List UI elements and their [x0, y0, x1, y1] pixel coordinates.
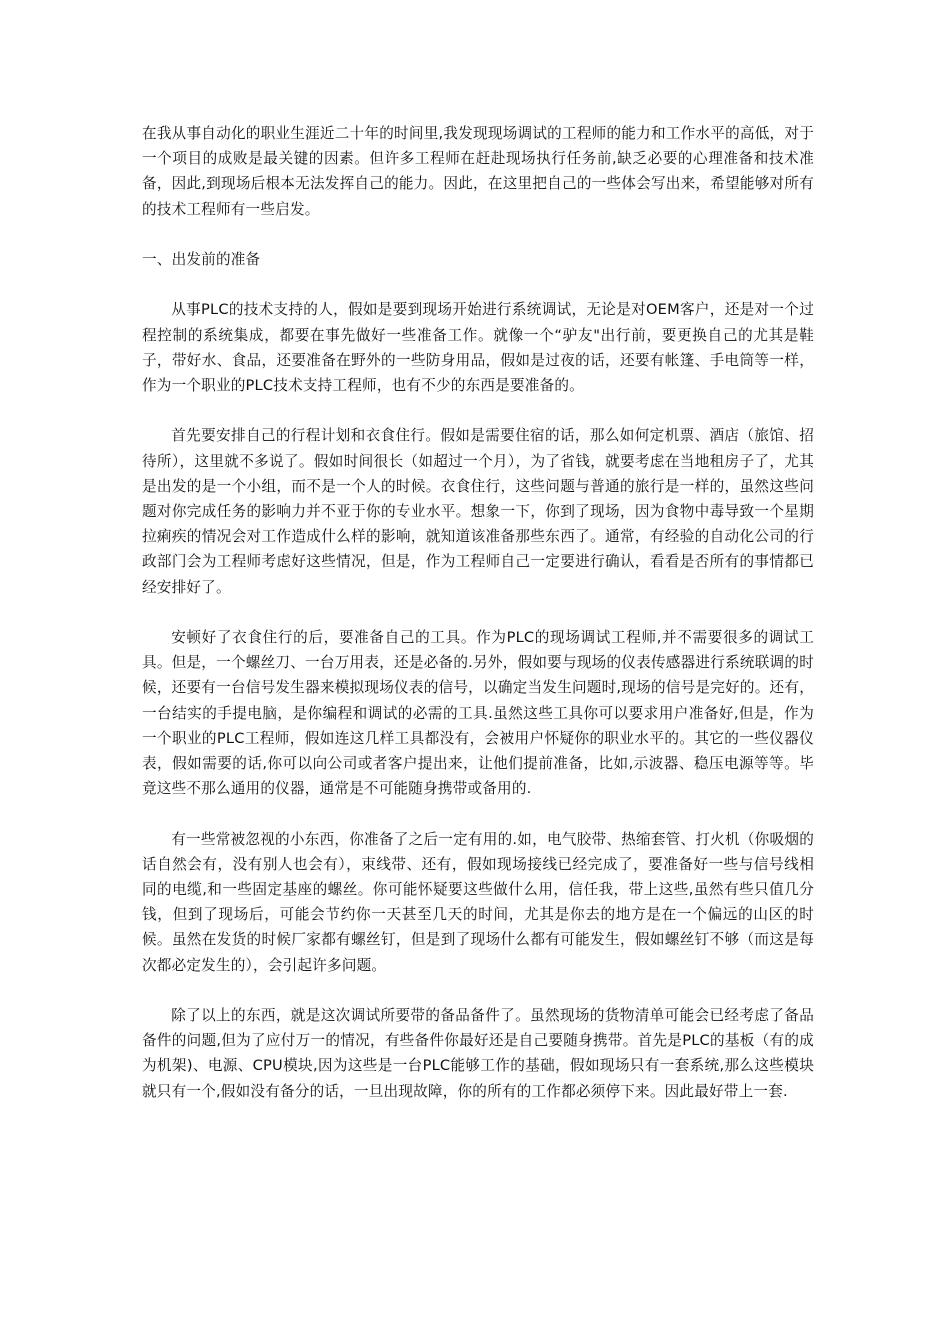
body-paragraph: 从事PLC的技术支持的人，假如是要到现场开始进行系统调试，无论是对OEM客户，还是对一个过程控制的系统集成，都要在事先做好一些准备工作。就像一个“驴友"出行前，要更换自己的尤其是鞋子，带好水、食品，还要准备在野外的一些防身用品，假如是过夜的话，还要有帐篷、手电筒等一样，作为一个职业的PLC技术支持工程师，也有不少的东西是要准备的。 [142, 301, 814, 394]
body-paragraph: 除了以上的东西，就是这次调试所要带的备品备件了。虽然现场的货物清单可能会已经考虑了备品备件的问题,但为了应付万一的情况，有些备件你最好还是自己要随身携带。首先是PLC的基板（有的成为机架)、电源、CPU模块,因为这些是一台PLC能够工作的基础，假如现场只有一套系统,那么这些模块就只有一个,假如没有备分的话，一旦出现故障，你的所有的工作都必须停下来。因此最好带上一套. [142, 1007, 814, 1100]
body-paragraph: 首先要安排自己的行程计划和衣食住行。假如是需要住宿的话，那么如何定机票、酒店（旅馆、招待所），这里就不多说了。假如时间很长（如超过一个月），为了省钱，就要考虑在当地租房子了，尤其是出发的是一个小组，而不是一个人的时候。衣食住行，这些问题与普通的旅行是一样的，虽然这些问题对你完成任务的影响力并不亚于你的专业水平。想象一下，你到了现场，因为食物中毒导致一个星期拉痢疾的情况会对工作造成什么样的影响，就知道该准备那些东西了。通常，有经验的自动化公司的行政部门会为工程师考虑好这些情况，但是，作为工程师自己一定要进行确认，看看是否所有的事情都已经安排好了。 [142, 427, 814, 596]
article-body [142, 121, 814, 1129]
section-heading: 一、出发前的准备 [142, 251, 261, 268]
body-paragraph: 有一些常被忽视的小东西，你准备了之后一定有用的.如，电气胶带、热缩套管、打火机（你吸烟的话自然会有，没有别人也会有），束线带、还有，假如现场接线已经完成了，要准备好一些与信号线相同的电缆,和一些固定基座的螺丝。你可能怀疑要这些做什么用，信任我，带上这些,虽然有些只值几分钱，但到了现场后，可能会节约你一天甚至几天的时间，尤其是你去的地方是在一个偏远的山区的时候。虽然在发货的时候厂家都有螺丝钉，但是到了现场什么都有可能发生，假如螺丝钉不够（而这是每次都必定发生的），会引起许多问题。 [142, 830, 814, 974]
intro-paragraph: 在我从事自动化的职业生涯近二十年的时间里,我发现现场调试的工程师的能力和工作水平的高低，对于一个项目的成败是最关键的因素。但许多工程师在赶赴现场执行任务前,缺乏必要的心理准备和技术准备，因此,到现场后根本无法发挥自己的能力。因此，在这里把自己的一些体会写出来，希望能够对所有的技术工程师有一些启发。 [142, 125, 814, 218]
body-paragraph: 安顿好了衣食住行的后，要准备自己的工具。作为PLC的现场调试工程师,并不需要很多的调试工具。但是，一个螺丝刀、一台万用表，还是必备的.另外，假如要与现场的仪表传感器进行系统联调的时候，还要有一台信号发生器来模拟现场仪表的信号，以确定当发生问题时,现场的信号是完好的。还有，一台结实的手提电脑，是你编程和调试的必需的工具.虽然这些工具你可以要求用户准备好,但是，作为一个职业的PLC工程师，假如连这几样工具都没有，会被用户怀疑你的职业水平的。其它的一些仪器仪表，假如需要的话,你可以向公司或者客户提出来，让他们提前准备，比如,示波器、稳压电源等等。毕竟这些不那么通用的仪器，通常是不可能随身携带或备用的. [142, 629, 814, 798]
